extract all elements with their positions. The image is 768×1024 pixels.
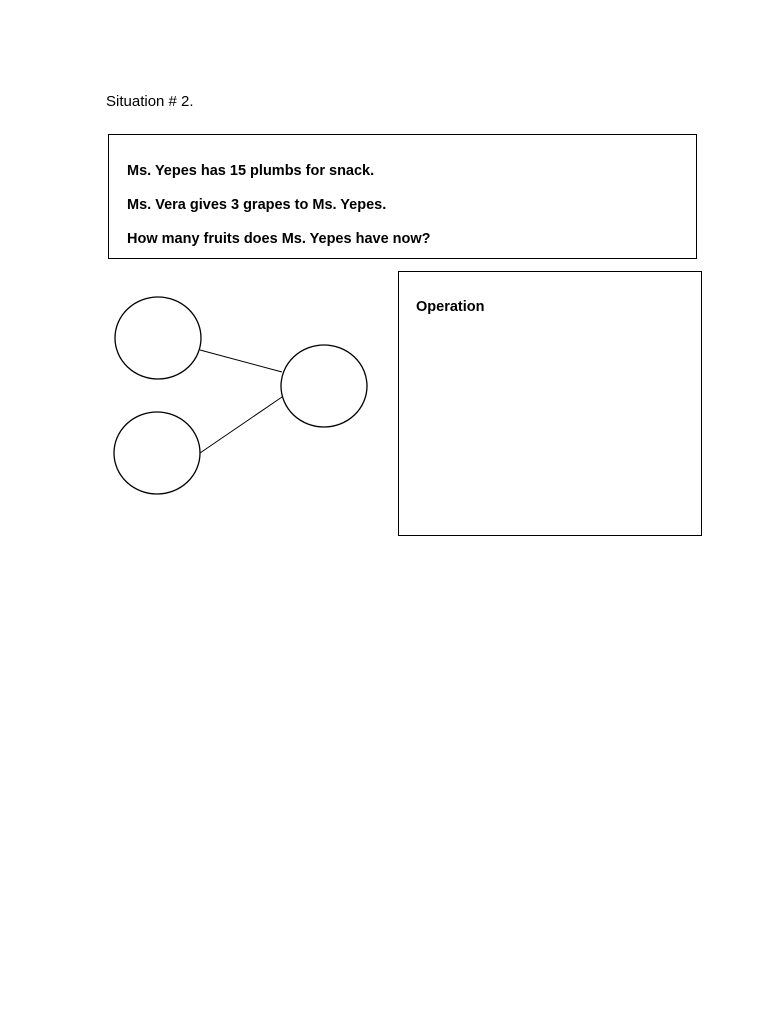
part-circle-top[interactable]	[115, 297, 201, 379]
operation-label: Operation	[416, 299, 485, 315]
whole-circle[interactable]	[281, 345, 367, 427]
problem-statement-2: Ms. Vera gives 3 grapes to Ms. Yepes.	[127, 197, 387, 213]
situation-heading: Situation # 2.	[106, 93, 194, 110]
connector-line-top	[200, 350, 282, 372]
part-circle-bottom[interactable]	[114, 412, 200, 494]
word-problem-box	[108, 134, 697, 259]
problem-statement-1: Ms. Yepes has 15 plumbs for snack.	[127, 163, 375, 179]
problem-question: How many fruits does Ms. Yepes have now?	[127, 231, 431, 247]
operation-box[interactable]	[398, 271, 702, 536]
connector-line-bottom	[200, 397, 282, 453]
number-bond-diagram	[100, 285, 385, 505]
